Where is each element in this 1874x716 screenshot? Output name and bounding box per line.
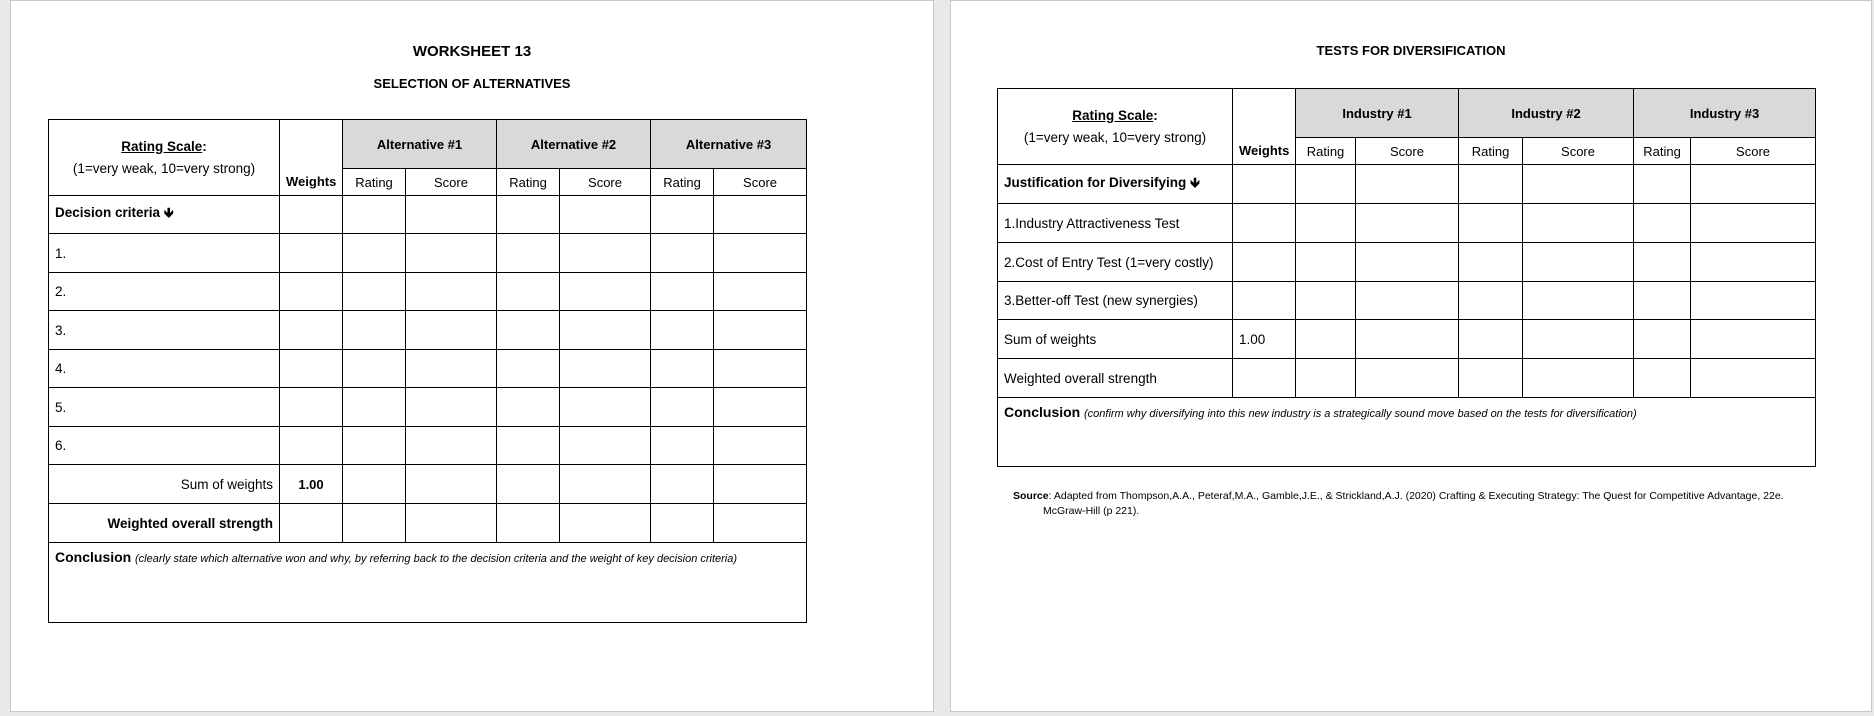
table-cell[interactable] [343,465,406,504]
conclusion-note: (confirm why diversifying into this new industry is a strategically sound move based on the tests for diversification) [1084,408,1637,420]
rating-scale-desc: (1=very weak, 10=very strong) [72,160,256,176]
table-cell[interactable] [1233,359,1296,398]
table-cell[interactable] [714,388,807,427]
ind3-score-header: Score [1691,138,1816,165]
table-cell[interactable] [406,196,497,234]
table-cell[interactable] [406,465,497,504]
table-cell[interactable] [406,311,497,350]
table-cell[interactable] [406,427,497,465]
alternatives-table [48,119,807,623]
table-cell[interactable] [1691,204,1816,243]
source-text: : Adapted from Thompson,A.A., Peteraf,M.A., Gamble,J.E., & Strickland,A.J. (2020) Crafting & Executing Strategy: The Quest for Competitive Advantage, 22e. [1048,490,1784,502]
conclusion-cell[interactable] [49,543,807,623]
decision-criteria-label [49,196,280,234]
table-cell[interactable] [1356,282,1459,320]
alternative-3-header: Alternative #3 [651,120,807,169]
table-cell[interactable] [560,465,651,504]
table-cell[interactable] [1356,204,1459,243]
table-cell[interactable] [651,234,714,273]
table-cell[interactable] [1356,243,1459,282]
table-cell[interactable] [1356,359,1459,398]
diversification-table [997,88,1816,467]
table-cell[interactable] [1634,282,1691,320]
table-cell[interactable] [1459,204,1523,243]
table-cell[interactable] [560,311,651,350]
table-cell[interactable] [280,273,343,311]
weights-column-header: Weights [1233,138,1296,165]
table-cell[interactable] [560,504,651,543]
table-cell[interactable] [343,350,406,388]
table-cell[interactable] [1634,359,1691,398]
conclusion-cell[interactable] [998,398,1816,467]
table-cell[interactable] [1634,165,1691,204]
table-cell[interactable] [714,427,807,465]
justification-text: Justification for Diversifying [1004,174,1187,190]
table-cell[interactable] [651,196,714,234]
table-cell[interactable] [1523,320,1634,359]
source-continuation: McGraw-Hill (p 221). [1043,505,1140,517]
table-cell[interactable] [343,273,406,311]
sum-of-weights-value: 1.00 [280,465,343,504]
alt2-score-header: Score [560,169,651,196]
table-cell[interactable] [714,234,807,273]
table-cell[interactable] [497,504,560,543]
ind1-rating-header: Rating [1296,138,1356,165]
table-cell[interactable] [1691,359,1816,398]
table-cell[interactable] [343,311,406,350]
sum-of-weights-label: Sum of weights [49,465,280,504]
table-cell[interactable] [560,273,651,311]
weights-column-header: Weights [280,169,343,196]
table-cell[interactable] [1523,204,1634,243]
table-cell[interactable] [1296,359,1356,398]
table-cell[interactable] [343,504,406,543]
table-cell[interactable] [497,196,560,234]
table-cell[interactable] [1233,282,1296,320]
table-cell[interactable] [560,388,651,427]
table-cell[interactable] [714,311,807,350]
ind2-rating-header: Rating [1459,138,1523,165]
criteria-row-label[interactable]: 3. [49,311,280,350]
criteria-row-label[interactable]: 5. [49,388,280,427]
table-cell[interactable] [497,311,560,350]
table-cell[interactable] [1459,282,1523,320]
table-cell[interactable] [1296,204,1356,243]
down-arrow-icon: 🡻 [163,205,174,220]
table-cell[interactable] [1356,320,1459,359]
rating-scale-label: Rating Scale [121,138,203,154]
table-cell[interactable] [343,196,406,234]
table-cell[interactable] [560,196,651,234]
table-cell[interactable] [280,350,343,388]
table-cell[interactable] [1296,243,1356,282]
criteria-row-label[interactable]: 6. [49,427,280,465]
rating-scale-colon: : [202,138,207,154]
sum-of-weights-value: 1.00 [1233,320,1296,359]
table-cell[interactable] [714,196,807,234]
rating-scale-cell [49,120,280,196]
document-page-diversification [950,0,1872,712]
table-cell[interactable] [1296,165,1356,204]
table-cell[interactable] [560,350,651,388]
criteria-row-label[interactable]: 2. [49,273,280,311]
table-cell[interactable] [406,504,497,543]
table-cell[interactable] [406,350,497,388]
table-cell[interactable] [1523,359,1634,398]
table-cell[interactable] [343,388,406,427]
table-cell[interactable] [406,234,497,273]
table-cell[interactable] [1459,320,1523,359]
table-cell[interactable] [651,465,714,504]
alt2-rating-header: Rating [497,169,560,196]
table-cell[interactable] [497,273,560,311]
table-cell[interactable] [1523,282,1634,320]
table-cell[interactable] [651,427,714,465]
table-cell[interactable] [1296,320,1356,359]
table-cell[interactable] [1233,204,1296,243]
table-cell[interactable] [651,388,714,427]
alternative-1-header: Alternative #1 [343,120,497,169]
table-cell[interactable] [497,465,560,504]
justification-label [998,165,1233,204]
industry-2-header: Industry #2 [1459,89,1634,138]
criteria-row-label[interactable]: 1. [49,234,280,273]
table-cell[interactable] [714,465,807,504]
table-cell[interactable] [280,427,343,465]
table-cell[interactable] [280,504,343,543]
table-cell[interactable] [280,234,343,273]
table-cell[interactable] [1691,165,1816,204]
sum-of-weights-label: Sum of weights [998,320,1233,359]
rating-scale-colon: : [1153,107,1158,123]
table-cell[interactable] [560,234,651,273]
worksheet-title: WORKSHEET 13 [412,43,532,60]
table-cell[interactable] [497,388,560,427]
table-cell[interactable] [1634,204,1691,243]
table-cell[interactable] [1523,243,1634,282]
criteria-row-label[interactable]: 4. [49,350,280,388]
table-cell[interactable] [1233,165,1296,204]
worksheet-subtitle: SELECTION OF ALTERNATIVES [373,76,571,91]
ind1-score-header: Score [1356,138,1459,165]
table-cell[interactable] [497,350,560,388]
weights-header-blank [1233,89,1296,138]
table-cell[interactable] [280,388,343,427]
table-cell[interactable] [1691,243,1816,282]
table-cell[interactable] [343,427,406,465]
table-cell[interactable] [1523,165,1634,204]
rating-scale-cell [998,89,1233,165]
table-cell[interactable] [651,311,714,350]
table-cell[interactable] [1233,243,1296,282]
table-cell[interactable] [560,427,651,465]
table-cell[interactable] [1356,165,1459,204]
table-cell[interactable] [497,234,560,273]
ind3-rating-header: Rating [1634,138,1691,165]
weighted-overall-strength-label: Weighted overall strength [998,359,1233,398]
test-row-label[interactable]: 1.Industry Attractiveness Test [998,204,1233,243]
table-cell[interactable] [714,504,807,543]
weighted-overall-strength-label: Weighted overall strength [49,504,280,543]
conclusion-label: Conclusion [55,549,132,565]
table-cell[interactable] [406,388,497,427]
alt3-rating-header: Rating [651,169,714,196]
table-cell[interactable] [343,234,406,273]
test-row-label[interactable]: 3.Better-off Test (new synergies) [998,282,1233,320]
industry-3-header: Industry #3 [1634,89,1816,138]
table-cell[interactable] [1691,320,1816,359]
table-cell[interactable] [406,273,497,311]
alt1-rating-header: Rating [343,169,406,196]
table-cell[interactable] [651,350,714,388]
table-cell[interactable] [497,427,560,465]
table-cell[interactable] [280,311,343,350]
source-citation [1013,489,1823,519]
table-cell[interactable] [1691,282,1816,320]
industry-1-header: Industry #1 [1296,89,1459,138]
conclusion-label: Conclusion [1004,404,1081,420]
rating-scale-label: Rating Scale [1072,107,1154,123]
table-cell[interactable] [1459,359,1523,398]
rating-scale-desc: (1=very weak, 10=very strong) [1023,129,1207,145]
ind2-score-header: Score [1523,138,1634,165]
weights-header-blank [280,120,343,169]
table-cell[interactable] [714,273,807,311]
table-cell[interactable] [1459,243,1523,282]
decision-criteria-text: Decision criteria [55,205,161,220]
table-cell[interactable] [1634,320,1691,359]
test-row-label[interactable]: 2.Cost of Entry Test (1=very costly) [998,243,1233,282]
alternative-2-header: Alternative #2 [497,120,651,169]
table-cell[interactable] [1296,282,1356,320]
table-cell[interactable] [651,273,714,311]
table-cell[interactable] [651,504,714,543]
table-cell[interactable] [714,350,807,388]
diversification-title: TESTS FOR DIVERSIFICATION [1316,43,1506,58]
source-label: Source [1013,490,1049,502]
alt1-score-header: Score [406,169,497,196]
conclusion-note: (clearly state which alternative won and why, by referring back to the decision criteria and the weight of key decision criteria) [135,553,738,565]
alt3-score-header: Score [714,169,807,196]
table-cell[interactable] [1459,165,1523,204]
down-arrow-icon: 🡻 [1190,174,1200,190]
table-cell[interactable] [1634,243,1691,282]
table-cell[interactable] [280,196,343,234]
